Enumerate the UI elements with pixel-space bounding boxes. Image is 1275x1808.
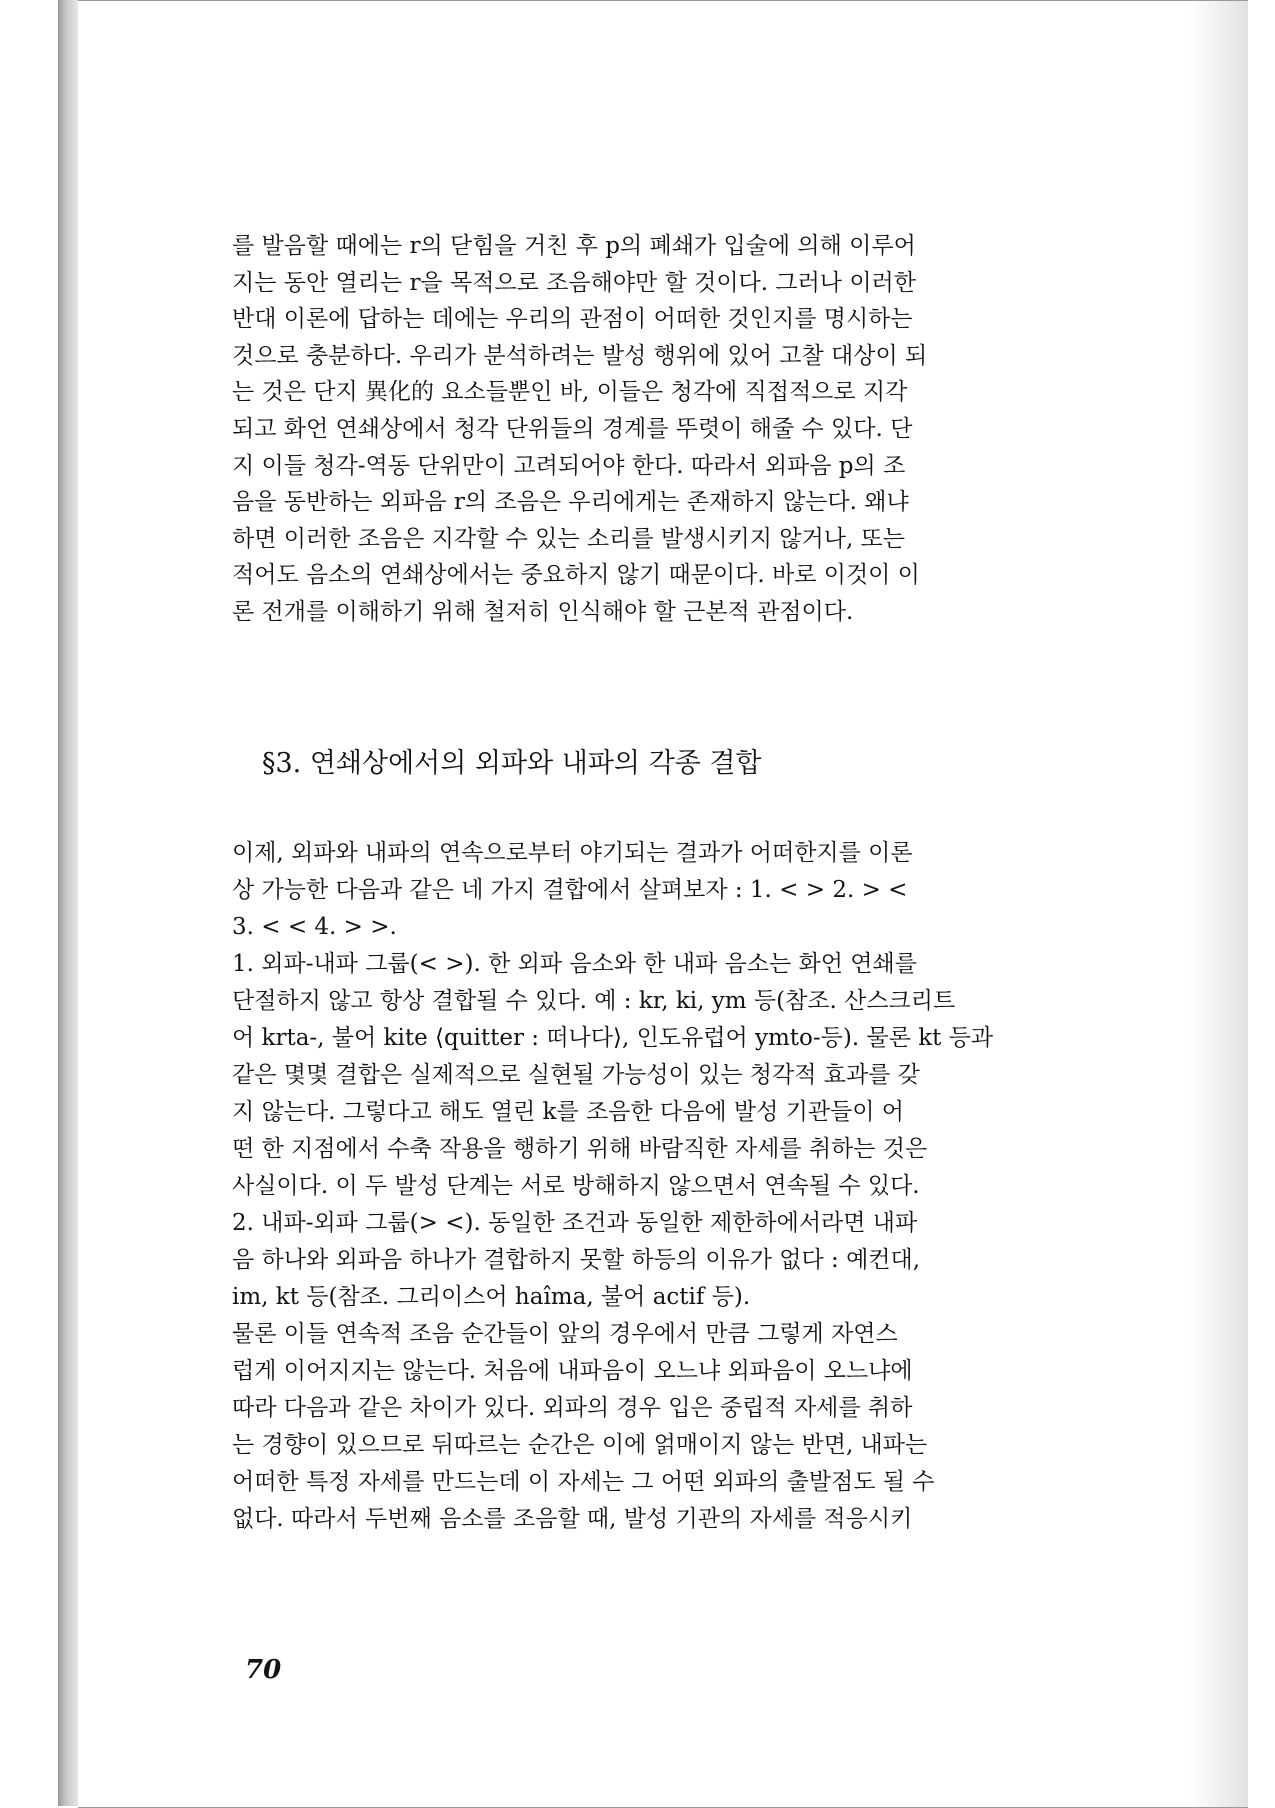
text-line: 지는 동안 열리는 r을 목적으로 조음해야만 할 것이다. 그러나 이러한 [232,269,916,296]
text-line: 이제, 외파와 내파의 연속으로부터 야기되는 결과가 어떠한지를 이론 [232,840,913,866]
text-line: 어 krta-, 불어 kite ⟨quitter : 떠나다⟩, 인도유럽어 ymto-등). 물론 kt 등과 [232,1025,994,1051]
text-line: 같은 몇몇 결합은 실제적으로 실현될 가능성이 있는 청각적 효과를 갖 [232,1062,920,1088]
text-line: 음을 동반하는 외파음 r의 조음은 우리에게는 존재하지 않는다. 왜냐 [232,489,909,516]
text-line: 없다. 따라서 두번째 음소를 조음할 때, 발성 기관의 자세를 적응시키 [232,1506,913,1532]
text-line: 1. 외파-내파 그룹(< >). 한 외파 음소와 한 내파 음소는 화언 연쇄를 [232,951,917,977]
page-number: 70 [245,1655,282,1685]
text-line: 따라 다음과 같은 차이가 있다. 외파의 경우 입은 중립적 자세를 취하 [232,1395,913,1421]
text-line: 어떠한 특정 자세를 만드는데 이 자세는 그 어떤 외파의 출발점도 될 수 [232,1469,935,1495]
paragraph-1 [232,228,1135,631]
text-line: 되고 화언 연쇄상에서 청각 단위들의 경계를 뚜렷이 해줄 수 있다. 단 [232,415,913,442]
paragraph-2 [232,835,1135,1538]
text-line: 것으로 충분하다. 우리가 분석하려는 발성 행위에 있어 고찰 대상이 되 [232,342,928,369]
text-line: 물론 이들 연속적 조음 순간들이 앞의 경우에서 만큼 그렇게 자연스 [232,1321,898,1347]
text-line: 를 발음할 때에는 r의 닫힘을 거친 후 p의 폐쇄가 입술에 의해 이루어 [232,233,916,259]
text-line: 는 경향이 있으므로 뒤따르는 순간은 이에 얽매이지 않는 반면, 내파는 [232,1432,928,1458]
text-line: 지 이들 청각-역동 단위만이 고려되어야 한다. 따라서 외파음 p의 조 [232,452,906,479]
text-line: 음 하나와 외파음 하나가 결합하지 못할 하등의 이유가 없다 : 예컨대, [232,1247,921,1273]
page-shadow [1188,1,1248,1807]
book-spine-edge [58,0,79,1806]
text-line: 반대 이론에 답하는 데에는 우리의 관점이 어떠한 것인지를 명시하는 [232,306,913,333]
section-heading: §3. 연쇄상에서의 외파와 내파의 각종 결합 [262,748,762,779]
text-line: 사실이다. 이 두 발성 단계는 서로 방해하지 않으면서 연속될 수 있다. [232,1173,920,1199]
text-line: 하면 이러한 조음은 지각할 수 있는 소리를 발생시키지 않거나, 또는 [232,525,905,552]
text-line: 지 않는다. 그렇다고 해도 열린 k를 조음한 다음에 발성 기관들이 어 [232,1099,905,1125]
text-line: 떤 한 지점에서 수축 작용을 행하기 위해 바람직한 자세를 취하는 것은 [232,1136,928,1162]
text-line: 단절하지 않고 항상 결합될 수 있다. 예 : kr, ki, ym 등(참조. 산스크리트 [232,988,956,1014]
text-line: im, kt 등(참조. 그리이스어 haîma, 불어 actif 등). [232,1284,751,1310]
text-line: 상 가능한 다음과 같은 네 가지 결합에서 살펴보자 : 1. < > 2. > < [232,877,908,903]
text-line: 3. < < 4. > >. [232,914,397,940]
text-line: 럽게 이어지지는 않는다. 처음에 내파음이 오느냐 외파음이 오느냐에 [232,1358,913,1384]
text-line: 적어도 음소의 연쇄상에서는 중요하지 않기 때문이다. 바로 이것이 이 [232,562,920,589]
text-line: 론 전개를 이해하기 위해 철저히 인식해야 할 근본적 관점이다. [232,598,854,625]
text-line: 는 것은 단지 異化的 요소들뿐인 바, 이들은 청각에 직접적으로 지각 [232,379,908,406]
text-line: 2. 내파-외파 그룹(> <). 동일한 조건과 동일한 제한하에서라면 내파 [232,1210,918,1236]
